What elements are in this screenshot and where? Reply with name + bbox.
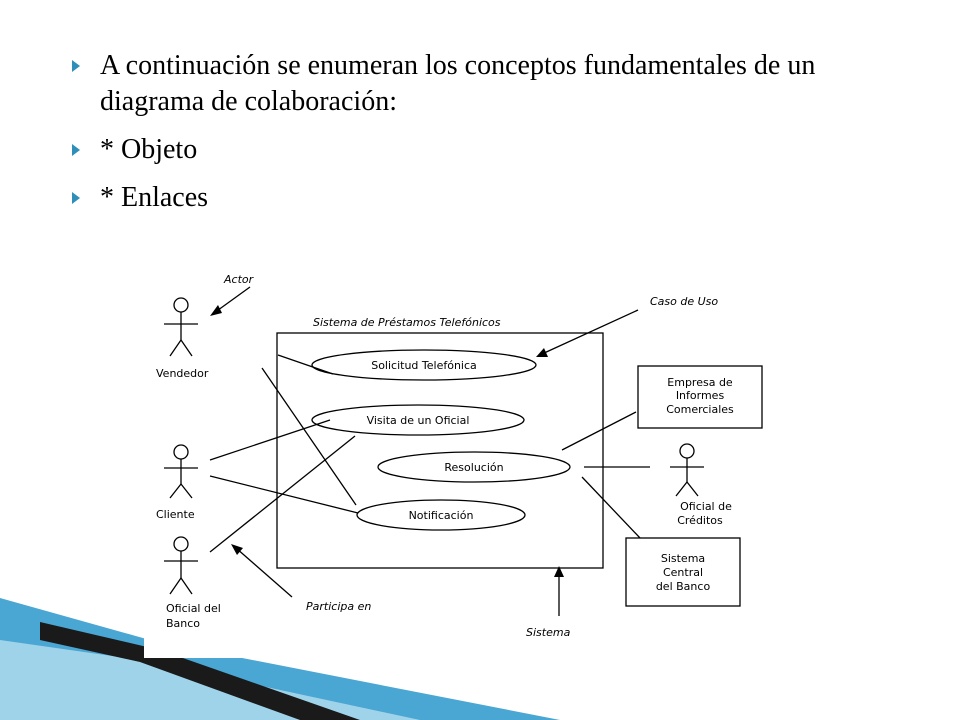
actor-oficial-creditos-label-1: Oficial de (680, 500, 732, 513)
box-sistema-central-line-1: Sistema (660, 552, 706, 565)
use-case-solicitud-label: Solicitud Telefónica (371, 359, 477, 372)
box-empresa-line-2: Informes (675, 389, 725, 402)
bullet-objeto-text: * Objeto (100, 134, 198, 165)
bullet-intro-text: A continuación se enumeran los conceptos fundamentales de un diagrama de colaboración: (100, 50, 816, 117)
annotation-participa: Participa en (306, 600, 372, 613)
box-sistema-central-line-3: del Banco (655, 580, 711, 593)
actor-vendedor-label: Vendedor (156, 367, 209, 380)
actor-cliente-label: Cliente (156, 508, 195, 521)
use-case-notificacion-label: Notificación (408, 509, 474, 522)
annotation-actor: Actor (224, 273, 254, 286)
bullet-enlaces-text: * Enlaces (100, 182, 209, 213)
actor-oficial-creditos-label-2: Créditos (677, 514, 723, 527)
use-case-resolucion-label: Resolución (444, 461, 504, 474)
use-case-visita-label: Visita de un Oficial (366, 414, 470, 427)
actor-oficial-banco-label-2: Banco (166, 617, 201, 630)
system-title: Sistema de Préstamos Telefónicos (313, 316, 501, 329)
box-empresa-line-3: Comerciales (666, 403, 734, 416)
annotation-sistema: Sistema (526, 626, 571, 639)
box-sistema-central-line-2: Central (662, 566, 704, 579)
annotation-caso-uso: Caso de Uso (650, 295, 719, 308)
actor-oficial-banco-label-1: Oficial del (166, 602, 221, 615)
box-empresa-line-1: Empresa de (667, 376, 733, 389)
